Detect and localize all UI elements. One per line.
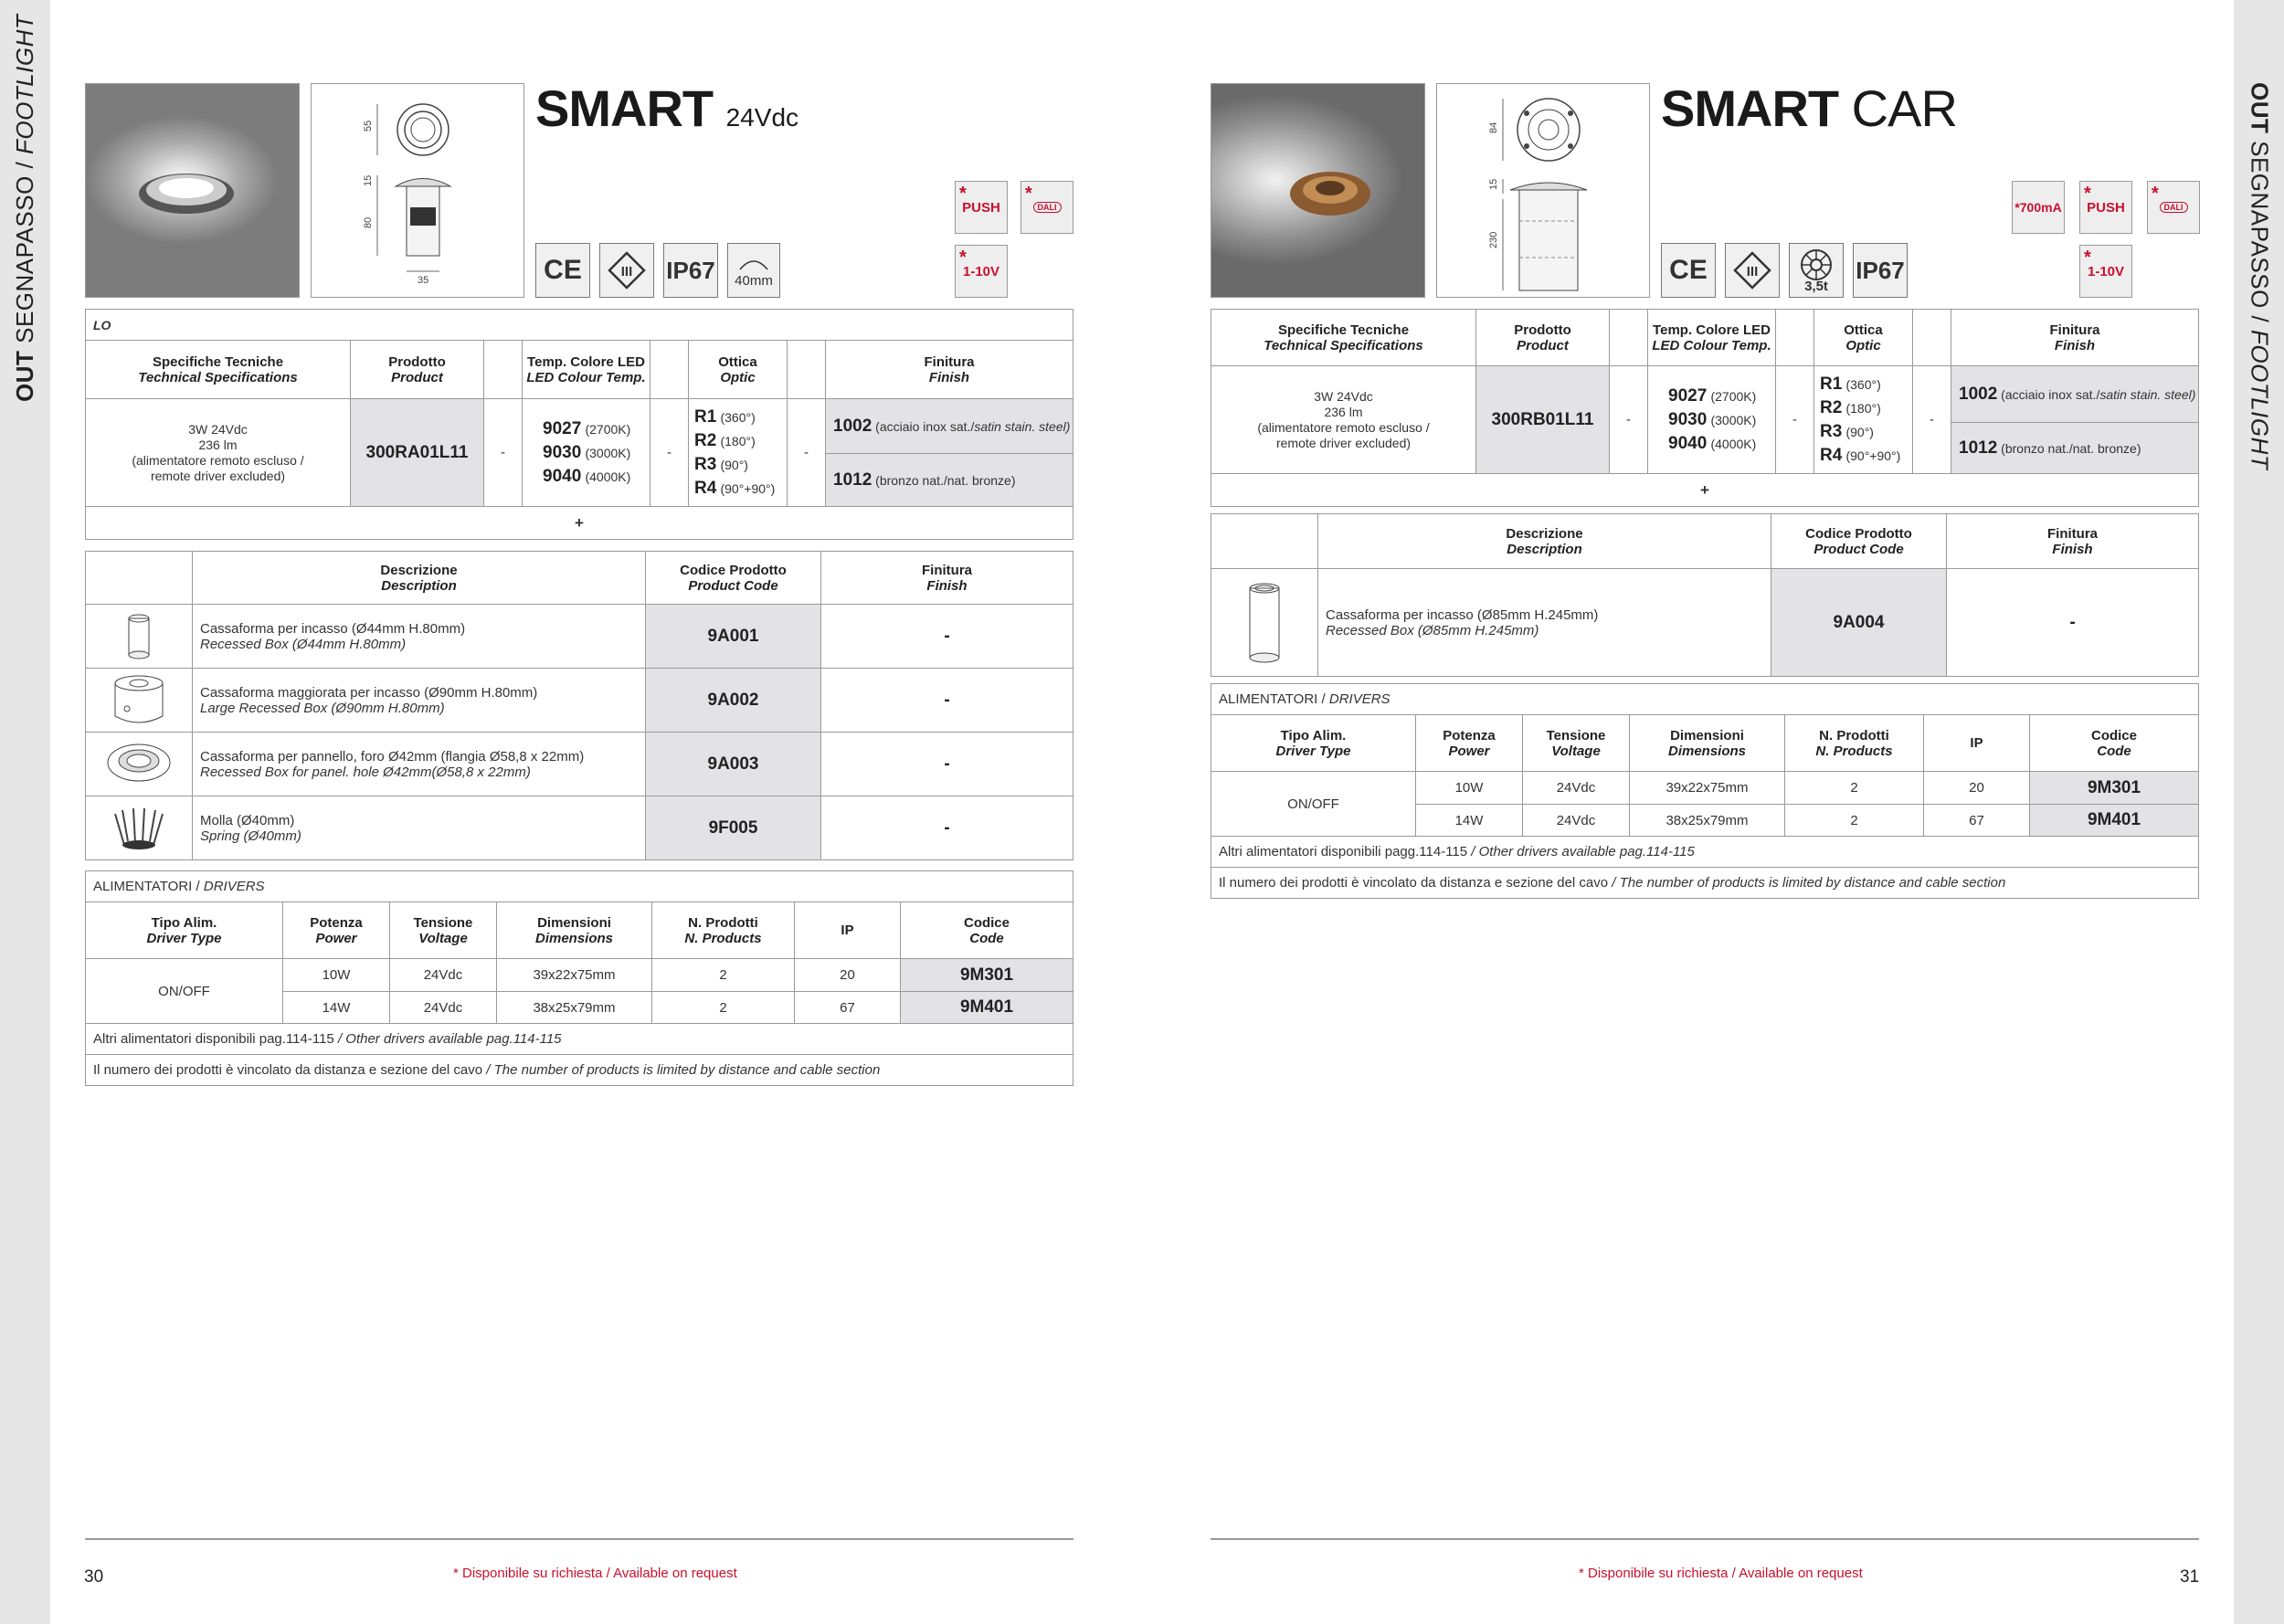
class-iii-icon <box>1725 243 1780 298</box>
table-row <box>86 399 1073 454</box>
table-cell: Codice Prodotto Product Code <box>1771 514 1947 569</box>
tech-spec-cell: 3W 24Vdc 236 lm (alimentatore remoto escluso / remote driver excluded) <box>86 399 351 507</box>
dash-cell: - <box>484 399 523 507</box>
table-row <box>1211 684 2199 715</box>
table-row <box>1211 837 2199 868</box>
table-cell: 9A003 <box>646 733 821 796</box>
drawing-dim-15: 15 <box>1488 178 1499 190</box>
dali-option-badge: * DALI <box>2147 181 2200 234</box>
spring-icon <box>106 801 172 856</box>
table-cell: 2 <box>1785 805 1924 837</box>
fixture-photo-icon <box>86 84 300 298</box>
table-cell: Tensione Voltage <box>390 902 497 959</box>
table-row <box>1211 366 2199 423</box>
table-cell: Ottica Optic <box>1814 310 1913 366</box>
finish-1002: 1002 (acciaio inox sat./satin stain. steel) <box>826 399 1073 454</box>
right-section-label: OUT SEGNAPASSO / FOOTLIGHT <box>2246 82 2273 470</box>
header-finish: Finitura Finish <box>821 552 1073 605</box>
drivers-note-1: Altri alimentatori disponibili pag.114-115 / Other drivers available pag.114-115 <box>86 1024 1073 1055</box>
drivers-table-smart-car <box>1211 683 2199 899</box>
drawing-dim-84: 84 <box>1488 121 1499 133</box>
table-cell: 10W <box>283 959 390 992</box>
product-code-cell: 300RA01L11 <box>351 399 484 507</box>
table-cell: 38x25x79mm <box>497 992 652 1024</box>
1-10v-option-badge: * 1-10V <box>955 245 1008 298</box>
table-row <box>86 959 1073 992</box>
dali-logo-icon: DALI <box>1033 202 1062 213</box>
table-cell: 9F005 <box>646 796 821 860</box>
colour-temp-cell: 9027 (2700K) 9030 (3000K) 9040 (4000K) <box>523 399 650 507</box>
ce-mark-icon: CE <box>1661 243 1716 298</box>
table-cell: Codice Code <box>901 902 1073 959</box>
table-row <box>86 796 1073 860</box>
drivers-label: ALIMENTATORI / DRIVERS <box>86 871 1073 902</box>
table-cell: 24Vdc <box>1523 805 1630 837</box>
header-colour-temp: Temp. Colore LED LED Colour Temp. <box>523 341 650 399</box>
finish-1002: 1002 (acciaio inox sat./satin stain. steel) <box>1951 366 2199 423</box>
table-cell <box>86 796 193 860</box>
product-photo-smart-car <box>1211 83 1425 298</box>
ce-mark-icon: CE <box>535 243 590 298</box>
table-cell: 38x25x79mm <box>1630 805 1785 837</box>
table-cell: - <box>821 605 1073 669</box>
table-row <box>86 1024 1073 1055</box>
drivers-label: ALIMENTATORI / DRIVERS <box>1211 684 2199 715</box>
push-option-badge: * PUSH <box>2079 181 2132 234</box>
large-recessed-box-icon <box>107 672 171 729</box>
dali-option-badge: * DALI <box>1020 181 1073 234</box>
left-footer-rule <box>85 1538 1073 1540</box>
right-sidebar <box>2234 0 2284 1624</box>
table-cell: Descrizione Description <box>1318 514 1771 569</box>
table-row <box>86 310 1073 341</box>
drawing-dim-55: 55 <box>363 120 374 132</box>
table-cell <box>1211 569 1318 677</box>
dash-cell: - <box>650 399 689 507</box>
table-cell: IP <box>795 902 901 959</box>
table-cell: - <box>821 669 1073 733</box>
table-cell: 39x22x75mm <box>1630 772 1785 805</box>
table-row <box>86 552 1073 605</box>
technical-drawing-icon <box>1437 84 1651 299</box>
table-cell <box>1211 514 1318 569</box>
table-cell <box>86 552 193 605</box>
table-cell <box>86 605 193 669</box>
table-cell: 2 <box>652 992 795 1024</box>
table-cell: 9A002 <box>646 669 821 733</box>
request-note-left: * Disponibile su richiesta / Available on request <box>453 1566 737 1581</box>
table-row <box>1211 569 2199 677</box>
header-finish: Finitura Finish <box>826 341 1073 399</box>
table-cell: Prodotto Product <box>1476 310 1610 366</box>
table-cell <box>650 341 689 399</box>
ip67-badge: IP67 <box>663 243 718 298</box>
table-cell: Potenza Power <box>283 902 390 959</box>
drivers-note-1: Altri alimentatori disponibili pagg.114-115 / Other drivers available pag.114-115 <box>1211 837 2199 868</box>
table-cell: Molla (Ø40mm) Spring (Ø40mm) <box>193 796 646 860</box>
accessories-table-smart <box>85 551 1073 860</box>
table-row <box>1211 474 2199 507</box>
drawing-dim-35: 35 <box>418 275 429 286</box>
product-photo-smart <box>85 83 300 298</box>
table-cell: N. Prodotti N. Products <box>1785 715 1924 772</box>
table-cell: Dimensioni Dimensions <box>1630 715 1785 772</box>
table-row <box>1211 868 2199 899</box>
table-cell: IP <box>1924 715 2030 772</box>
spec-table-smart <box>85 309 1073 540</box>
svg-text:III: III <box>1746 264 1759 279</box>
technical-drawing-icon <box>312 84 525 299</box>
table-row <box>86 733 1073 796</box>
wheel-icon <box>1798 248 1835 282</box>
table-cell: 39x22x75mm <box>497 959 652 992</box>
header-product-code: Codice Prodotto Product Code <box>646 552 821 605</box>
push-option-badge: * PUSH <box>955 181 1008 234</box>
header-optic: Ottica Optic <box>689 341 788 399</box>
table-cell: Cassaforma per incasso (Ø44mm H.80mm) Recessed Box (Ø44mm H.80mm) <box>193 605 646 669</box>
table-row <box>86 902 1073 959</box>
technical-drawing-smart-car <box>1436 83 1650 298</box>
table-cell: Cassaforma per pannello, foro Ø42mm (flangia Ø58,8 x 22mm) Recessed Box for panel. hole Ø42mm(Ø58,8 x 22mm) <box>193 733 646 796</box>
table-cell <box>1776 310 1814 366</box>
page-number-left: 30 <box>84 1567 104 1587</box>
table-cell: 67 <box>1924 805 2030 837</box>
table-cell: 24Vdc <box>390 992 497 1024</box>
dali-logo-icon: DALI <box>2160 202 2188 213</box>
table-cell: 9A004 <box>1771 569 1947 677</box>
table-row <box>86 871 1073 902</box>
table-cell: Tensione Voltage <box>1523 715 1630 772</box>
table-cell: ON/OFF <box>1211 772 1416 837</box>
spec-table-smart-car <box>1211 309 2199 507</box>
table-cell: 67 <box>795 992 901 1024</box>
ip67-badge: IP67 <box>1853 243 1908 298</box>
table-cell: 20 <box>1924 772 2030 805</box>
product-code-cell: 300RB01L11 <box>1476 366 1610 474</box>
table-cell: 14W <box>1416 805 1523 837</box>
recessed-box-icon <box>121 611 157 662</box>
table-cell: 9M301 <box>901 959 1073 992</box>
table-row <box>86 605 1073 669</box>
table-cell: Specifiche Tecniche Technical Specifications <box>1211 310 1476 366</box>
accessories-table-smart-car <box>1211 513 2199 677</box>
drivers-table-smart <box>85 870 1073 1086</box>
dash-cell: - <box>1913 366 1951 474</box>
table-row <box>86 669 1073 733</box>
table-row <box>1211 514 2199 569</box>
table-cell: 24Vdc <box>390 959 497 992</box>
request-note-right: * Disponibile su richiesta / Available on request <box>1579 1566 1863 1581</box>
table-cell: Tipo Alim. Driver Type <box>1211 715 1416 772</box>
table-cell: Potenza Power <box>1416 715 1523 772</box>
table-cell: 2 <box>1785 772 1924 805</box>
table-row <box>86 341 1073 399</box>
table-cell: N. Prodotti N. Products <box>652 902 795 959</box>
1-10v-option-badge: * 1-10V <box>2079 245 2132 298</box>
table-cell <box>788 341 826 399</box>
table-cell: 24Vdc <box>1523 772 1630 805</box>
dash-cell: - <box>1610 366 1648 474</box>
table-cell: Cassaforma per incasso (Ø85mm H.245mm) Recessed Box (Ø85mm H.245mm) <box>1318 569 1771 677</box>
table-cell <box>86 733 193 796</box>
table-cell: 20 <box>795 959 901 992</box>
table-cell: 2 <box>652 959 795 992</box>
technical-drawing-smart <box>311 83 524 298</box>
table-cell: ON/OFF <box>86 959 283 1024</box>
tech-spec-cell: 3W 24Vdc 236 lm (alimentatore remoto escluso / remote driver excluded) <box>1211 366 1476 474</box>
header-description: Descrizione Description <box>193 552 646 605</box>
table-cell: Finitura Finish <box>1947 514 2199 569</box>
optic-cell: R1 (360°) R2 (180°) R3 (90°) R4 (90°+90°) <box>1814 366 1913 474</box>
spec-section-label: LO <box>86 310 1073 341</box>
table-cell: Codice Code <box>2030 715 2199 772</box>
product-title-smart-car: SMART CAR <box>1661 79 1957 137</box>
table-cell: 9M401 <box>901 992 1073 1024</box>
recessed-box-icon <box>1244 579 1285 667</box>
optic-cell: R1 (360°) R2 (180°) R3 (90°) R4 (90°+90°) <box>689 399 788 507</box>
fixture-photo-icon <box>1211 84 1425 298</box>
table-row <box>86 1055 1073 1086</box>
table-row <box>1211 715 2199 772</box>
700ma-option-badge: *700mA <box>2012 181 2065 234</box>
load-rating-badge: 3,5t <box>1789 243 1844 298</box>
plus-row: + <box>1211 474 2199 507</box>
table-row <box>86 507 1073 540</box>
header-product: Prodotto Product <box>351 341 484 399</box>
right-footer-rule <box>1211 1538 2199 1540</box>
left-section-label: OUT SEGNAPASSO / FOOTLIGHT <box>11 14 38 402</box>
dash-cell: - <box>788 399 826 507</box>
product-title-smart: SMART 24Vdc <box>535 79 799 137</box>
drawing-dim-230: 230 <box>1488 231 1499 248</box>
table-cell: - <box>821 796 1073 860</box>
table-row <box>1211 310 2199 366</box>
finish-1012: 1012 (bronzo nat./nat. bronze) <box>826 454 1073 507</box>
page-number-right: 31 <box>2180 1567 2200 1587</box>
table-cell <box>1913 310 1951 366</box>
table-cell: Cassaforma maggiorata per incasso (Ø90mm H.80mm) Large Recessed Box (Ø90mm H.80mm) <box>193 669 646 733</box>
table-cell <box>86 669 193 733</box>
class-iii-icon <box>599 243 654 298</box>
table-cell: - <box>1947 569 2199 677</box>
table-cell: Dimensioni Dimensions <box>497 902 652 959</box>
drawing-dim-15: 15 <box>363 174 374 186</box>
table-cell: Tipo Alim. Driver Type <box>86 902 283 959</box>
beam-icon <box>735 253 772 273</box>
table-cell <box>1610 310 1648 366</box>
header-tech-specs: Specifiche Tecniche Technical Specifications <box>86 341 351 399</box>
table-row <box>1211 772 2199 805</box>
drivers-note-2: Il numero dei prodotti è vincolato da distanza e sezione del cavo / The number of products is limited by distance and cable section <box>1211 868 2199 899</box>
plus-row: + <box>86 507 1073 540</box>
table-cell: Finitura Finish <box>1951 310 2199 366</box>
table-cell: 10W <box>1416 772 1523 805</box>
table-cell: 9A001 <box>646 605 821 669</box>
finish-1012: 1012 (bronzo nat./nat. bronze) <box>1951 423 2199 474</box>
svg-text:III: III <box>620 264 633 279</box>
table-cell <box>484 341 523 399</box>
dash-cell: - <box>1776 366 1814 474</box>
table-cell: 9M301 <box>2030 772 2199 805</box>
panel-recessed-box-icon <box>104 739 174 790</box>
left-sidebar <box>0 0 50 1624</box>
colour-temp-cell: 9027 (2700K) 9030 (3000K) 9040 (4000K) <box>1648 366 1776 474</box>
table-cell: 9M401 <box>2030 805 2199 837</box>
drawing-dim-80: 80 <box>363 216 374 228</box>
beam-angle-badge: 40mm <box>727 243 780 298</box>
table-cell: 14W <box>283 992 390 1024</box>
table-cell: Temp. Colore LED LED Colour Temp. <box>1648 310 1776 366</box>
drivers-note-2: Il numero dei prodotti è vincolato da distanza e sezione del cavo / The number of products is limited by distance and cable section <box>86 1055 1073 1086</box>
table-cell: - <box>821 733 1073 796</box>
